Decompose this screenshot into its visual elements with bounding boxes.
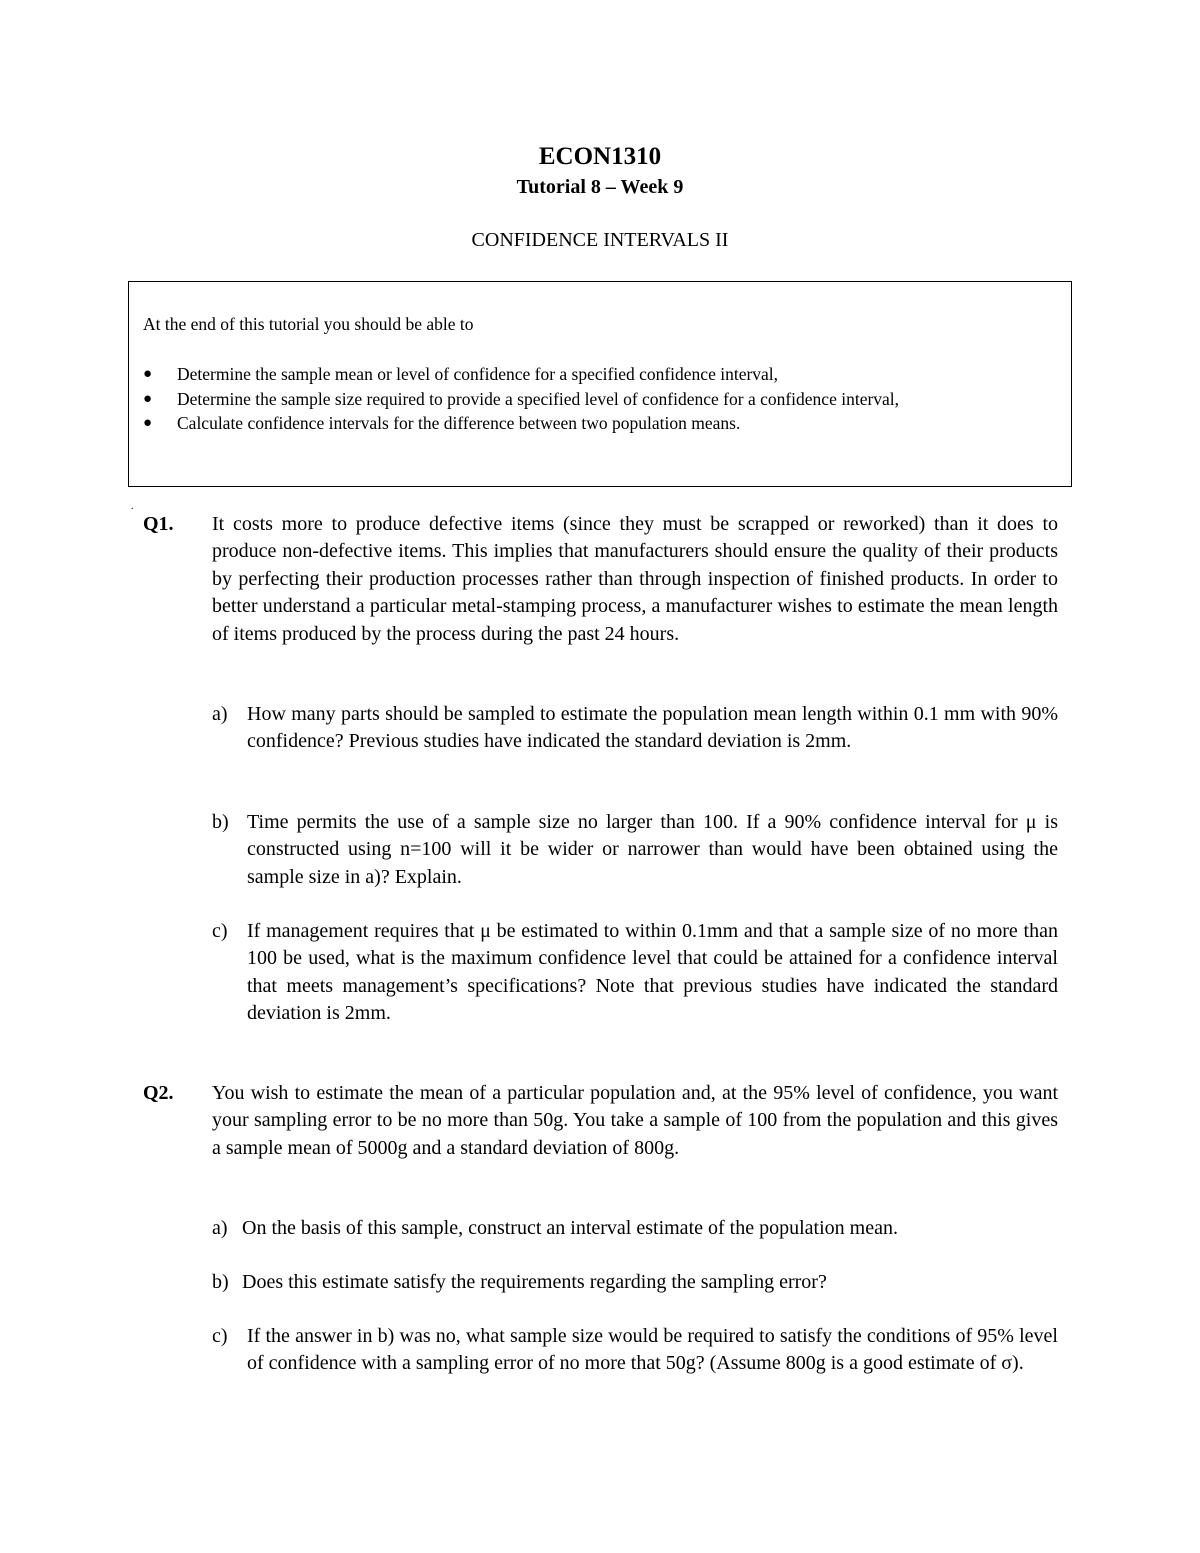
part-text: On the basis of this sample, construct an interval estimate of the population mean. [242,1217,898,1239]
part-text: Does this estimate satisfy the requirements regarding the sampling error? [242,1271,827,1293]
part-text: Time permits the use of a sample size no larger than 100. If a 90% confidence interval for μ is constructed using n=100 will it be wider or narrower than would have been obtained using the sample size in a)? Explain. [247,811,1058,888]
question-2-part-b [212,1269,1058,1296]
objective-text: Calculate confidence intervals for the difference between two population means. [177,413,741,433]
part-label: b) [212,811,229,833]
tutorial-subtitle: Tutorial 8 – Week 9 [516,176,684,198]
question-1-part-b [212,809,1058,891]
part-text: If management requires that μ be estimated to within 0.1mm and that a sample size of no more than 100 be used, what is the maximum confidence level that could be attained for a confidence interval that meets management’s specifications? Note that previous studies have indicated the standard deviation is 2mm. [247,920,1058,1025]
objective-text: Determine the sample mean or level of confidence for a specified confidence interval, [177,364,779,384]
question-number: Q2. [143,1082,174,1104]
objectives-intro: At the end of this tutorial you should be able to [143,314,474,334]
question-2-part-a [212,1215,1058,1242]
part-text: If the answer in b) was no, what sample size would be required to satisfy the conditions of 95% level of confidence with a sampling error of no more that 50g? (Assume 800g is a good estimate of σ). [247,1325,1058,1375]
tutorial-topic: CONFIDENCE INTERVALS II [471,229,729,251]
bullet-dot-icon: ● [143,366,153,382]
question-text: It costs more to produce defective items (since they must be scrapped or reworked) than it does to produce non-defective items. This implies that manufacturers should ensure the quality of their products by perfecting their production processes rather than through inspection of finished products. In order to better understand a particular metal-stamping process, a manufacturer wishes to estimate the mean length of items produced by the process during the past 24 hours. [212,513,1058,645]
stray-dot-mark: . [131,501,134,512]
objective-text: Determine the sample size required to provide a specified level of confidence for a confidence interval, [177,388,900,409]
question-text: You wish to estimate the mean of a particular population and, at the 95% level of confidence, you want your sampling error to be no more than 50g. You take a sample of 100 from the population and this gives a sample mean of 5000g and a standard deviation of 800g. [212,1082,1058,1159]
objective-item [143,411,1043,436]
part-label: c) [212,920,228,942]
bullet-dot-icon: ● [143,415,153,431]
question-2 [143,1080,1063,1162]
question-1-part-c [212,918,1058,1028]
question-2-part-c [212,1323,1058,1378]
question-1 [143,511,1063,648]
question-number: Q1. [143,513,174,535]
learning-objectives-box [128,281,1072,487]
part-label: a) [212,1217,228,1239]
bullet-dot-icon: ● [143,390,153,407]
part-label: b) [212,1271,229,1293]
objective-item [143,387,1043,412]
objectives-list [143,362,1043,436]
part-label: a) [212,703,228,725]
part-text: How many parts should be sampled to estimate the population mean length within 0.1 mm with 90% confidence? Previous studies have indicated the standard deviation is 2mm. [247,703,1058,753]
course-code: ECON1310 [538,143,662,170]
objective-item [143,362,1043,387]
question-1-part-a [212,701,1058,756]
part-label: c) [212,1325,228,1347]
